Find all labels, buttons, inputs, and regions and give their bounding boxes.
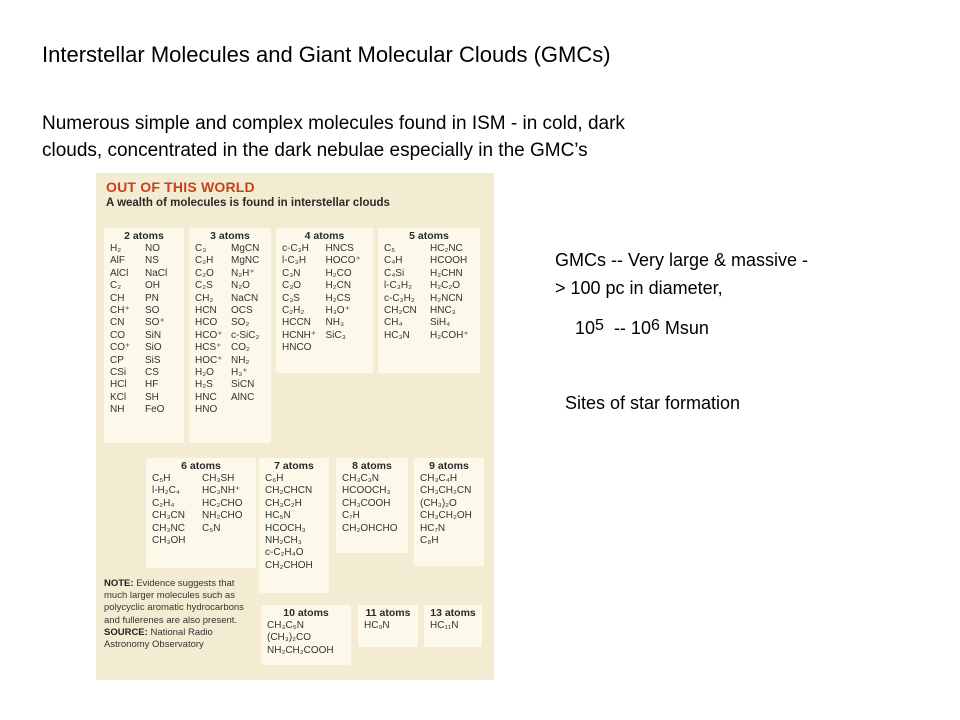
molecule-formula: KCl <box>110 391 127 403</box>
molecule-formula: CH <box>110 292 125 304</box>
molecule-formula: (CH₃)₂CO <box>267 632 312 644</box>
molecule-column <box>195 243 231 417</box>
molecule-formula: NaCl <box>145 267 168 279</box>
molecule-column <box>152 473 202 547</box>
group-8-atoms <box>336 458 408 553</box>
molecule-formula: CH₃C₂H <box>265 497 302 509</box>
molecule-columns <box>424 619 482 632</box>
molecule-formula: AlCl <box>110 267 129 279</box>
molecule-formula: CO⁺ <box>110 342 131 354</box>
molecule-formula: C₃ <box>195 243 207 254</box>
molecule-formula: CH₂CHCN <box>265 485 313 497</box>
group-label: 5 atoms <box>409 230 449 242</box>
molecule-formula: NH₂ <box>231 354 250 366</box>
molecule-formula: HC₃NH⁺ <box>202 485 241 497</box>
molecule-formula: C₈H <box>420 535 439 547</box>
molecule-columns <box>378 242 480 342</box>
mass-exponent-2: 6 <box>650 317 660 334</box>
molecule-formula: PN <box>145 292 159 304</box>
molecule-columns <box>358 619 418 632</box>
note-label: NOTE: <box>104 578 134 589</box>
molecule-formula: H₂CO <box>325 267 352 279</box>
molecule-formula: H₃O⁺ <box>325 305 350 317</box>
molecule-column <box>364 620 414 632</box>
molecule-columns <box>414 472 484 547</box>
molecule-column <box>326 243 370 355</box>
molecule-formula: c-C₃H <box>282 243 309 254</box>
molecule-formula: SiO <box>145 342 162 354</box>
molecule-formula: HCOCH₃ <box>265 522 306 534</box>
molecule-formula: C₆H <box>265 473 284 484</box>
mass-unit: Msun <box>659 318 709 338</box>
molecule-formula: H₂CHN <box>430 267 463 279</box>
molecule-formula: HC₂CHO <box>202 497 243 509</box>
molecule-formula: CH₂OHCHO <box>342 522 398 534</box>
molecule-formula: C₄H <box>384 255 403 267</box>
molecule-columns <box>336 472 408 535</box>
sites-text: Sites of star formation <box>565 393 741 413</box>
molecule-formula: SH <box>145 391 159 403</box>
molecule-formula: SO₂ <box>231 317 250 329</box>
molecule-formula: H₂CS <box>325 292 351 304</box>
mass-base-1: 10 <box>575 318 596 338</box>
intro-line-2: clouds, concentrated in the dark nebulae especially in the GMC’s <box>42 140 588 161</box>
molecule-formula: c-C₃H₂ <box>384 292 415 304</box>
molecule-formula: HNC <box>195 391 217 403</box>
molecule-formula: N₂H⁺ <box>231 267 255 279</box>
molecule-columns <box>104 242 184 417</box>
group-9-atoms <box>414 458 484 566</box>
molecule-formula: l-C₃H <box>282 255 307 267</box>
molecule-formula: SO <box>145 305 160 317</box>
group-label: 2 atoms <box>124 230 164 242</box>
molecule-columns <box>146 472 256 547</box>
molecule-formula: CH₃COOH <box>342 497 391 509</box>
molecule-formula: C₅N <box>202 522 221 534</box>
gmc-line-1: GMCs -- Very large & massive - <box>555 250 809 270</box>
molecule-formula: CH₃CH₂OH <box>420 510 472 522</box>
molecule-formula: HCS⁺ <box>195 342 222 354</box>
molecule-column <box>231 243 267 417</box>
molecule-formula: HNCS <box>325 243 354 254</box>
molecule-formula: CH₃CN <box>152 510 185 522</box>
molecule-formula: CN <box>110 317 125 329</box>
molecule-formula: CH₃SH <box>202 473 235 484</box>
molecule-formula: C₅H <box>152 473 171 484</box>
molecule-formula: CH₃C₅N <box>267 620 304 631</box>
gmc-description <box>555 246 915 302</box>
molecule-formula: H₂NCN <box>430 292 463 304</box>
intro-line-1: Numerous simple and complex molecules found in ISM - in cold, dark <box>42 113 625 134</box>
molecule-column <box>265 473 325 572</box>
gmc-line-2: > 100 pc in diameter, <box>555 278 723 298</box>
molecule-formula: HNCO <box>282 342 312 354</box>
source-text: National Radio Astronomy Observatory <box>104 626 213 651</box>
group-2-atoms <box>104 228 184 443</box>
molecule-formula: CH₂CN <box>384 305 417 317</box>
molecule-column <box>145 243 180 417</box>
molecule-formula: CO <box>110 329 125 341</box>
group-label: 7 atoms <box>274 460 314 472</box>
molecule-formula: FeO <box>145 404 165 416</box>
group-11-atoms <box>358 605 418 647</box>
molecule-formula: HNC₃ <box>430 305 456 317</box>
source-label: SOURCE: <box>104 626 148 638</box>
molecule-formula: HC₉N <box>364 620 390 631</box>
molecule-formula: NH₃ <box>325 317 345 329</box>
molecule-formula: CH₂ <box>195 292 214 304</box>
molecule-columns <box>189 242 271 417</box>
molecule-formula: HOCO⁺ <box>325 255 361 267</box>
molecule-formula: HCN <box>195 305 217 317</box>
molecule-formula: HCOOH <box>430 255 468 267</box>
molecule-formula: CP <box>110 354 124 366</box>
group-3-atoms <box>189 228 271 443</box>
group-4-atoms <box>276 228 373 373</box>
molecule-formula: C₂H₄ <box>152 497 175 509</box>
group-label: 13 atoms <box>430 607 476 619</box>
molecule-formula: H₂CN <box>325 280 352 292</box>
group-label: 9 atoms <box>429 460 469 472</box>
group-label: 8 atoms <box>352 460 392 472</box>
molecule-formula: CH₃OH <box>152 535 186 547</box>
molecule-formula: CH₄ <box>384 317 403 329</box>
molecule-formula: HCCN <box>282 317 311 329</box>
group-5-atoms <box>378 228 480 373</box>
molecule-formula: OH <box>145 280 160 292</box>
molecule-column <box>420 473 480 547</box>
molecule-formula: H₂ <box>110 243 122 254</box>
molecule-formula: C₅ <box>384 243 396 254</box>
molecule-formula: C₃S <box>282 292 300 304</box>
figure-note <box>104 578 254 651</box>
molecule-formula: HCOOCH₃ <box>342 485 391 497</box>
molecule-formula: AlNC <box>231 391 255 403</box>
molecule-formula: C₇H <box>342 510 360 522</box>
molecule-formula: NO <box>145 243 160 254</box>
molecule-formula: l-H₂C₄ <box>152 485 180 497</box>
molecule-formula: C₂H₂ <box>282 305 305 317</box>
molecule-formula: (CH₃)₂O <box>420 497 457 509</box>
molecule-columns <box>259 472 329 572</box>
group-7-atoms <box>259 458 329 593</box>
molecule-formula: HC₁₁N <box>430 620 459 631</box>
molecule-formula: HNO <box>195 404 218 416</box>
molecule-formula: c-SiC₂ <box>231 329 260 341</box>
slide-title: Interstellar Molecules and Giant Molecular Clouds (GMCs) <box>42 42 611 67</box>
molecule-formula: CO₂ <box>231 342 250 354</box>
molecule-formula: H₂O <box>195 367 214 379</box>
molecule-formula: SiH₄ <box>430 317 451 329</box>
molecule-formula: C₂O <box>195 267 214 279</box>
molecule-formula: HC₃N <box>384 329 410 341</box>
molecule-formula: CH₃CH₂CN <box>420 485 472 497</box>
group-label: 3 atoms <box>210 230 250 242</box>
note-text: Evidence suggests that much larger molecules such as polycyclic aromatic hydrocarbons and fullerenes are also present. <box>104 578 244 626</box>
molecule-formula: MgCN <box>231 243 260 254</box>
molecule-columns <box>276 242 373 355</box>
molecule-formula: H₂COH⁺ <box>430 329 469 341</box>
molecule-column <box>430 243 476 342</box>
molecule-column <box>430 620 478 632</box>
molecule-formula: c-C₂H₄O <box>265 547 304 559</box>
mass-range <box>575 318 709 339</box>
intro-text <box>42 110 822 164</box>
molecule-formula: NH₂CH₂COOH <box>267 644 334 656</box>
molecule-formula: NH <box>110 404 125 416</box>
molecule-formula: HF <box>145 379 159 391</box>
molecule-formula: CH₃NC <box>152 522 185 534</box>
molecule-formula: HCO⁺ <box>195 329 223 341</box>
molecule-formula: H₂C₂O <box>430 280 460 292</box>
molecule-column <box>342 473 404 535</box>
molecule-formula: NS <box>145 255 159 267</box>
molecule-formula: H₃⁺ <box>231 367 248 379</box>
molecule-formula: NaCN <box>231 292 259 304</box>
molecule-formula: CH₂CHOH <box>265 559 313 571</box>
molecule-formula: SiS <box>145 354 161 366</box>
molecule-formula: AlF <box>110 255 125 267</box>
molecule-formula: HC₅N <box>265 510 291 522</box>
molecule-formula: HOC⁺ <box>195 354 223 366</box>
molecule-formula: CH⁺ <box>110 305 130 317</box>
molecule-column <box>202 473 252 547</box>
group-label: 10 atoms <box>283 607 329 619</box>
mass-exponent-1: 5 <box>595 317 604 334</box>
molecule-column <box>110 243 145 417</box>
molecule-formula: C₂H <box>195 255 214 267</box>
molecule-formula: C₃O <box>282 280 302 292</box>
molecule-formula: SiCN <box>231 379 255 391</box>
molecule-formula: C₂S <box>195 280 213 292</box>
molecule-formula: SiC₃ <box>325 329 346 341</box>
molecule-column <box>267 620 347 657</box>
molecule-formula: HCNH⁺ <box>282 329 317 341</box>
molecule-columns <box>261 619 351 657</box>
molecule-formula: C₂ <box>110 280 122 292</box>
molecule-formula: C₃N <box>282 267 301 279</box>
molecule-formula: OCS <box>231 305 253 317</box>
molecule-formula: HCO <box>195 317 218 329</box>
molecule-formula: HC₂NC <box>430 243 463 254</box>
molecule-formula: N₂O <box>231 280 250 292</box>
molecule-column <box>282 243 326 355</box>
molecule-formula: SiN <box>145 329 162 341</box>
group-13-atoms <box>424 605 482 647</box>
molecule-formula: MgNC <box>231 255 260 267</box>
figure-subtitle: A wealth of molecules is found in interstellar clouds <box>106 197 390 209</box>
mass-separator: -- 10 <box>603 318 651 338</box>
group-label: 11 atoms <box>365 607 411 619</box>
molecule-formula: H₂S <box>195 379 213 391</box>
molecule-formula: C₄Si <box>384 267 405 279</box>
molecule-formula: CH₃C₃N <box>342 473 380 484</box>
molecule-formula: NH₂CHO <box>202 510 243 522</box>
molecule-formula: HCl <box>110 379 127 391</box>
molecule-formula: NH₂CH₃ <box>265 535 302 547</box>
molecule-column <box>384 243 430 342</box>
molecule-formula: l-C₃H₂ <box>384 280 412 292</box>
molecule-formula: CS <box>145 367 159 379</box>
group-label: 6 atoms <box>181 460 221 472</box>
molecule-formula: CH₃C₄H <box>420 473 458 484</box>
molecule-table-figure <box>96 173 494 680</box>
molecule-formula: HC₇N <box>420 522 446 534</box>
molecule-formula: SO⁺ <box>145 317 165 329</box>
figure-title: OUT OF THIS WORLD <box>106 179 255 195</box>
group-6-atoms <box>146 458 256 568</box>
group-10-atoms <box>261 605 351 665</box>
molecule-formula: CSi <box>110 367 127 379</box>
group-label: 4 atoms <box>304 230 345 242</box>
